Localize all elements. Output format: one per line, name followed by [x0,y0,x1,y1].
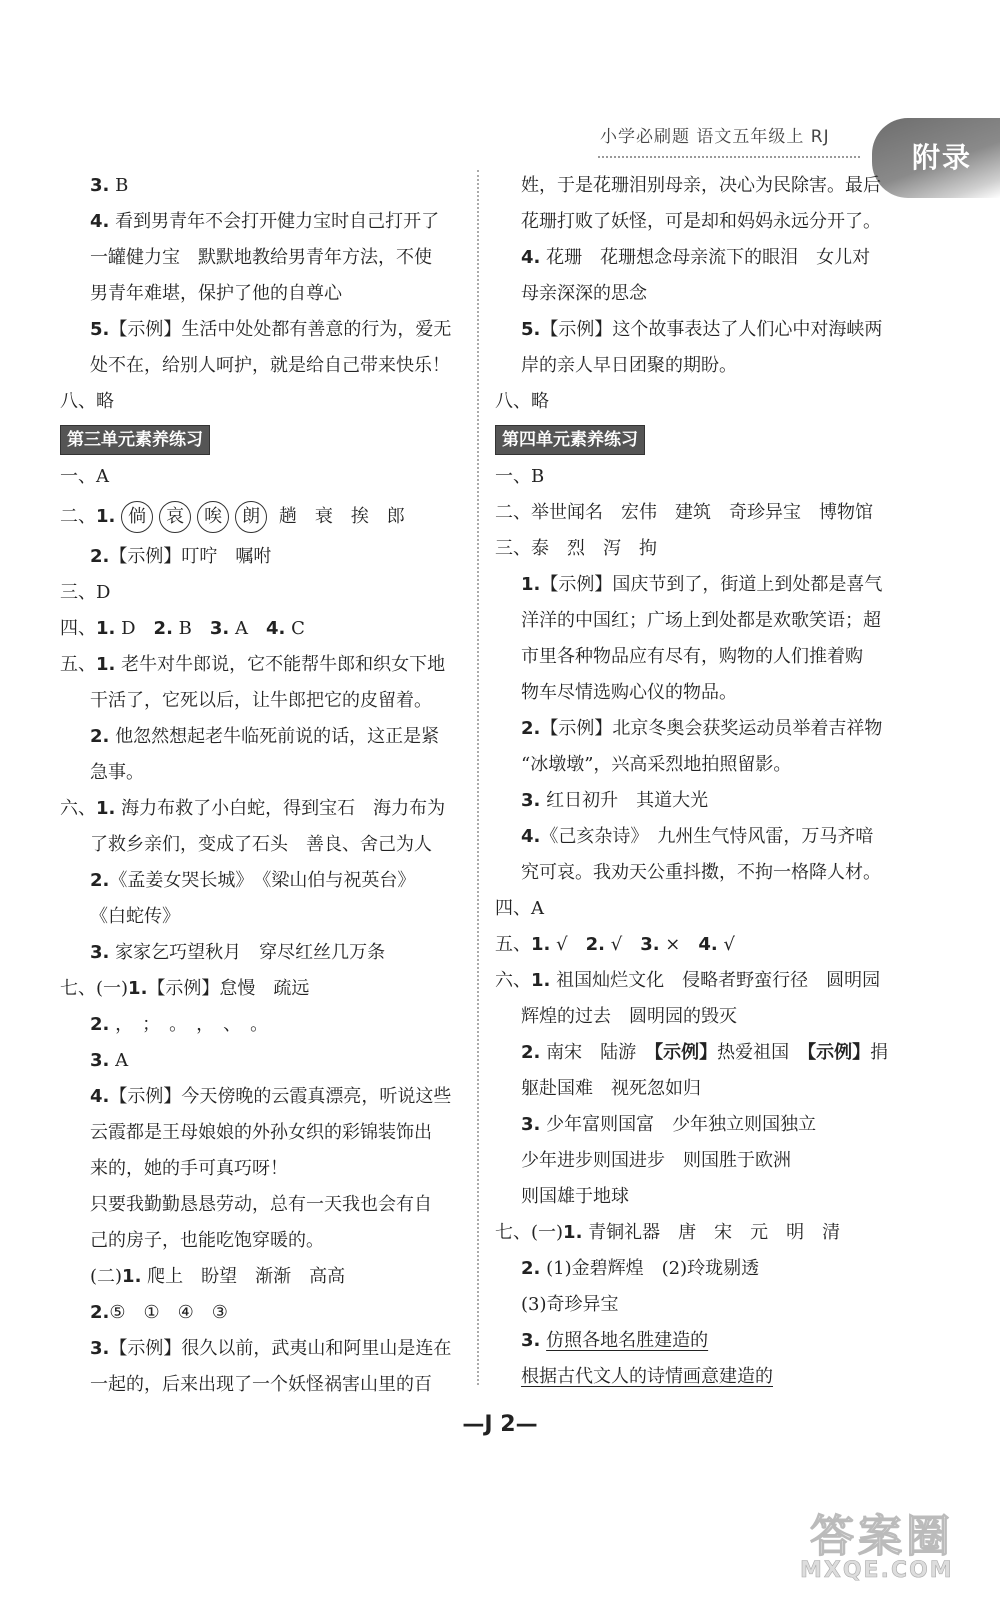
answer-line: 3. 家家乞巧望秋月 穿尽红丝几万条 [90,942,386,963]
section-heading-unit4: 第四单元素养练习 [495,420,905,459]
answer-line: 四、1. D 2. B 3. A 4. C [60,618,305,639]
answer-line: 己的房子，也能吃饱穿暖的。 [90,1230,324,1251]
appendix-tab-label: 附录 [912,141,973,174]
answer-line: 三、泰 烈 泻 拘 [495,538,657,559]
circled-char: 唉 [197,501,229,533]
answer-line: 躯赴国难 视死忽如归 [521,1078,701,1099]
answer-line: 岸的亲人早日团聚的期盼。 [521,355,737,376]
answer-line: 八、略 [60,391,114,412]
answer-line: 急事。 [90,762,144,783]
answer-line: 3.【示例】很久以前，武夷山和阿里山是连在 [90,1338,452,1359]
answer-line: 处不在，给别人呵护，就是给自己带来快乐！ [90,355,450,376]
answer-line: 一、A [60,466,109,487]
answer-line: 来的，她的手可真巧呀！ [90,1158,288,1179]
answer-line: 七、(一)1. 青铜礼器 唐 宋 元 明 清 [495,1222,841,1243]
answer-line: 花珊打败了妖怪，可是却和妈妈永远分开了。 [521,211,881,232]
answer-line: 干活了，它死以后，让牛郎把它的皮留着。 [90,690,432,711]
answer-line: 八、略 [495,391,549,412]
answer-line: 洋洋的中国红；广场上到处都是欢歌笑语；超 [521,610,881,631]
answer-line: 物车尽情选购心仪的物品。 [521,682,737,703]
answer-line: 六、1. 祖国灿烂文化 侵略者野蛮行径 圆明园 [495,970,881,991]
watermark-url: MXQE.COM [800,1558,954,1583]
column-divider [477,170,479,1385]
answer-line: 3. B [90,175,129,196]
answer-line: 3. 仿照各地名胜建造的 [521,1330,709,1351]
answer-line: 五、1. 老牛对牛郎说，它不能帮牛郎和织女下地 [60,654,446,675]
running-header: 小学必刷题 语文五年级上 RJ [600,127,830,147]
answer-line: 3. 红日初升 其道大光 [521,790,709,811]
answer-line: 六、1. 海力布救了小白蛇，得到宝石 海力布为 [60,798,446,819]
answer-line: 则国雄于地球 [521,1186,629,1207]
answer-line: 5.【示例】生活中处处都有善意的行为，爱无 [90,319,452,340]
answer-line: 一、B [495,466,545,487]
answer-line: 一罐健力宝 默默地教给男青年方法，不使 [90,247,432,268]
answer-line: 2.《孟姜女哭长城》 《梁山伯与祝英台》 [90,870,416,891]
answer-line: 市里各种物品应有尽有，购物的人们推着购 [521,646,863,667]
answer-line: 二、举世闻名 宏伟 建筑 奇珍异宝 博物馆 [495,502,873,523]
answer-line-circled: 二、1. 倘 哀 唉 朗 趟 衰 挨 郎 [60,495,465,539]
answer-line: 究可哀。我劝天公重抖擞，不拘一格降人材。 [521,862,881,883]
watermark-text: 答案圈 [810,1511,954,1562]
answer-line: 3. A [90,1050,129,1071]
answer-line: (二)1. 爬上 盼望 渐渐 高高 [90,1266,346,1287]
answer-line: 3. 少年富则国富 少年独立则国独立 [521,1114,817,1135]
circled-char: 倘 [121,501,153,533]
answer-line: 4.【示例】今天傍晚的云霞真漂亮，听说这些 [90,1086,452,1107]
answer-line: 三、D [60,582,111,603]
answer-line: 只要我勤勤恳恳劳动，总有一天我也会有自 [90,1194,432,1215]
header-dotted-rule [598,156,860,158]
answer-line: “冰墩墩”，兴高采烈地拍照留影。 [521,754,792,775]
answer-line: 四、A [495,898,544,919]
left-column [60,168,465,1403]
answer-line: 母亲深深的思念 [521,283,647,304]
watermark-logo [790,1500,990,1595]
answer-line: 2.【示例】北京冬奥会获奖运动员举着吉祥物 [521,718,883,739]
answer-line: 七、(一)1.【示例】怠慢 疏远 [60,978,310,999]
answer-line: 2. 南宋 陆游 【示例】热爱祖国 【示例】捐 [521,1042,889,1063]
page-number: —J 2— [462,1412,538,1437]
answer-line: 少年进步则国进步 则国胜于欧洲 [521,1150,791,1171]
answer-line: 2. (1)金碧辉煌 (2)玲珑剔透 [521,1258,760,1279]
section-heading-unit3: 第三单元素养练习 [60,420,465,459]
circled-char: 朗 [235,501,267,533]
answer-line: 1.【示例】国庆节到了，街道上到处都是喜气 [521,574,883,595]
answer-line: 4. 看到男青年不会打开健力宝时自己打开了 [90,211,440,232]
answer-line: 姓，于是花珊泪别母亲，决心为民除害。最后 [521,175,881,196]
right-column [495,168,905,1395]
answer-line: 2. 他忽然想起老牛临死前说的话，这正是紧 [90,726,440,747]
answer-line: 2.【示例】叮咛 嘱咐 [90,546,272,567]
answer-line: 4. 花珊 花珊想念母亲流下的眼泪 女儿对 [521,247,871,268]
answer-line: 5.【示例】这个故事表达了人们心中对海峡两 [521,319,883,340]
circled-char: 哀 [159,501,191,533]
answer-line: 五、1. √ 2. √ 3. × 4. √ [495,934,735,955]
answer-line: 了救乡亲们，变成了石头 善良、舍己为人 [90,834,432,855]
answer-line: 4.《己亥杂诗》 九州生气恃风雷，万马齐喑 [521,826,874,847]
answer-line: 云霞都是王母娘娘的外孙女织的彩锦装饰出 [90,1122,432,1143]
answer-line: 2. ， ； 。 ， 、 。 [90,1014,269,1035]
answer-line: 《白蛇传》 [90,906,180,927]
answer-line: 根据古代文人的诗情画意建造的 [521,1366,773,1387]
answer-line: 一起的，后来出现了一个妖怪祸害山里的百 [90,1374,432,1395]
answer-line: 2.⑤ ① ④ ③ [90,1302,228,1323]
answer-line: (3)奇珍异宝 [521,1294,619,1315]
answer-line: 辉煌的过去 圆明园的毁灭 [521,1006,737,1027]
answer-line: 男青年难堪，保护了他的自尊心 [90,283,342,304]
